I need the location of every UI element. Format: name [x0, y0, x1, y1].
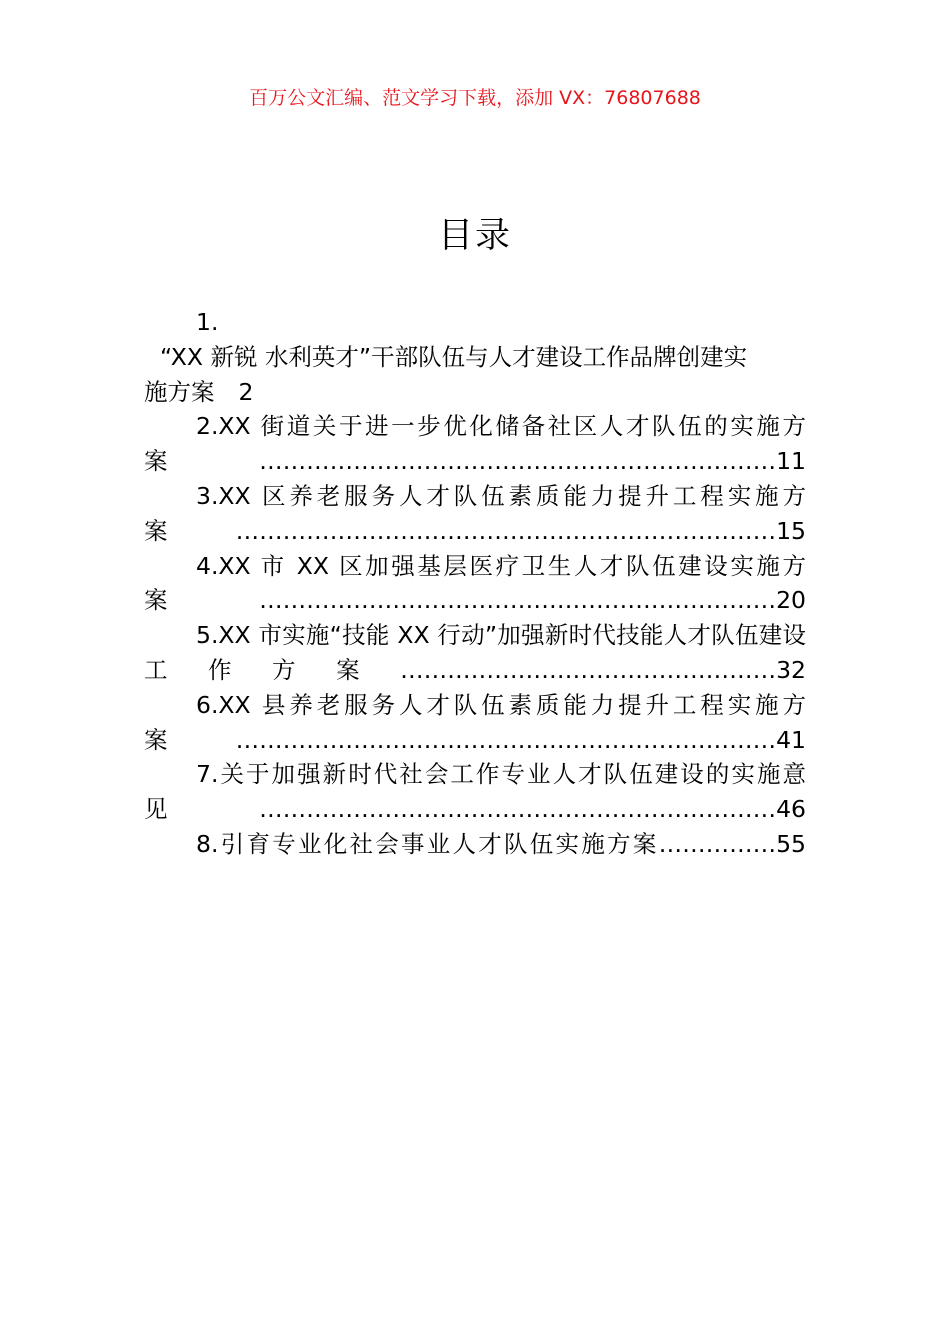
- toc-leader-dots: …………………………………………………………: [259, 586, 777, 615]
- toc-page-number: 20: [776, 586, 806, 615]
- toc-entry-1[interactable]: [144, 305, 806, 409]
- toc-leader-dots: …………………………………………………………: [259, 795, 777, 824]
- toc-entry-8[interactable]: [144, 827, 806, 862]
- toc-entry-title: 3.XX 区养老服务人才队伍素质能力提升工程实施方案: [144, 481, 806, 545]
- toc-leader-dots: ……………………………………………………………: [235, 725, 777, 754]
- toc-entry-4[interactable]: [144, 549, 806, 619]
- toc-leader-dots: ……………: [658, 829, 777, 858]
- toc-leader-dots: …………………………………………: [400, 655, 777, 684]
- header-watermark-note: 百万公文汇编、范文学习下载，添加 VX：76807688: [249, 87, 701, 109]
- toc-entry-title: 4.XX 市 XX 区加强基层医疗卫生人才队伍建设实施方案: [144, 551, 806, 615]
- toc-entry-title: “XX 新锐 水利英才”干部队伍与人才建设工作品牌创建实: [160, 342, 748, 371]
- toc-entry-title: 8.引育专业化社会事业人才队伍实施方案: [196, 829, 659, 858]
- toc-entry-number: 1.: [196, 308, 219, 336]
- toc-leader-dots: …………………………………………………………: [259, 447, 777, 476]
- toc-entry-title-continued: [144, 375, 806, 410]
- toc-page-number: 32: [776, 655, 806, 684]
- toc-entry-title: 5.XX 市实施“技能 XX 行动”加强新时代技能人才队伍建设工作方案: [144, 621, 806, 684]
- table-of-contents: [144, 305, 806, 862]
- toc-entry-title: 7.关于加强新时代社会工作专业人才队伍建设的实施意见: [144, 760, 806, 824]
- toc-entry-6[interactable]: [144, 688, 806, 758]
- toc-entry-title: 6.XX 县养老服务人才队伍素质能力提升工程实施方案: [144, 690, 806, 754]
- toc-leader-dots: ……………………………………………………………: [235, 516, 777, 545]
- toc-entry-title: 2.XX 街道关于进一步优化储备社区人才队伍的实施方案: [144, 412, 806, 476]
- page-title: 目录: [437, 216, 512, 256]
- toc-entry-7[interactable]: [144, 757, 806, 827]
- toc-page-number: 15: [776, 516, 806, 545]
- toc-entry-title-end: 施方案: [144, 377, 215, 406]
- toc-page-number: 41: [776, 725, 806, 754]
- toc-entry-5[interactable]: [144, 618, 806, 688]
- toc-entry-3[interactable]: [144, 479, 806, 549]
- toc-page-number: 2: [238, 377, 254, 406]
- toc-page-number: 55: [776, 829, 806, 858]
- toc-entry-2[interactable]: [144, 409, 806, 479]
- toc-page-number: 11: [776, 447, 806, 476]
- toc-page-number: 46: [776, 795, 806, 824]
